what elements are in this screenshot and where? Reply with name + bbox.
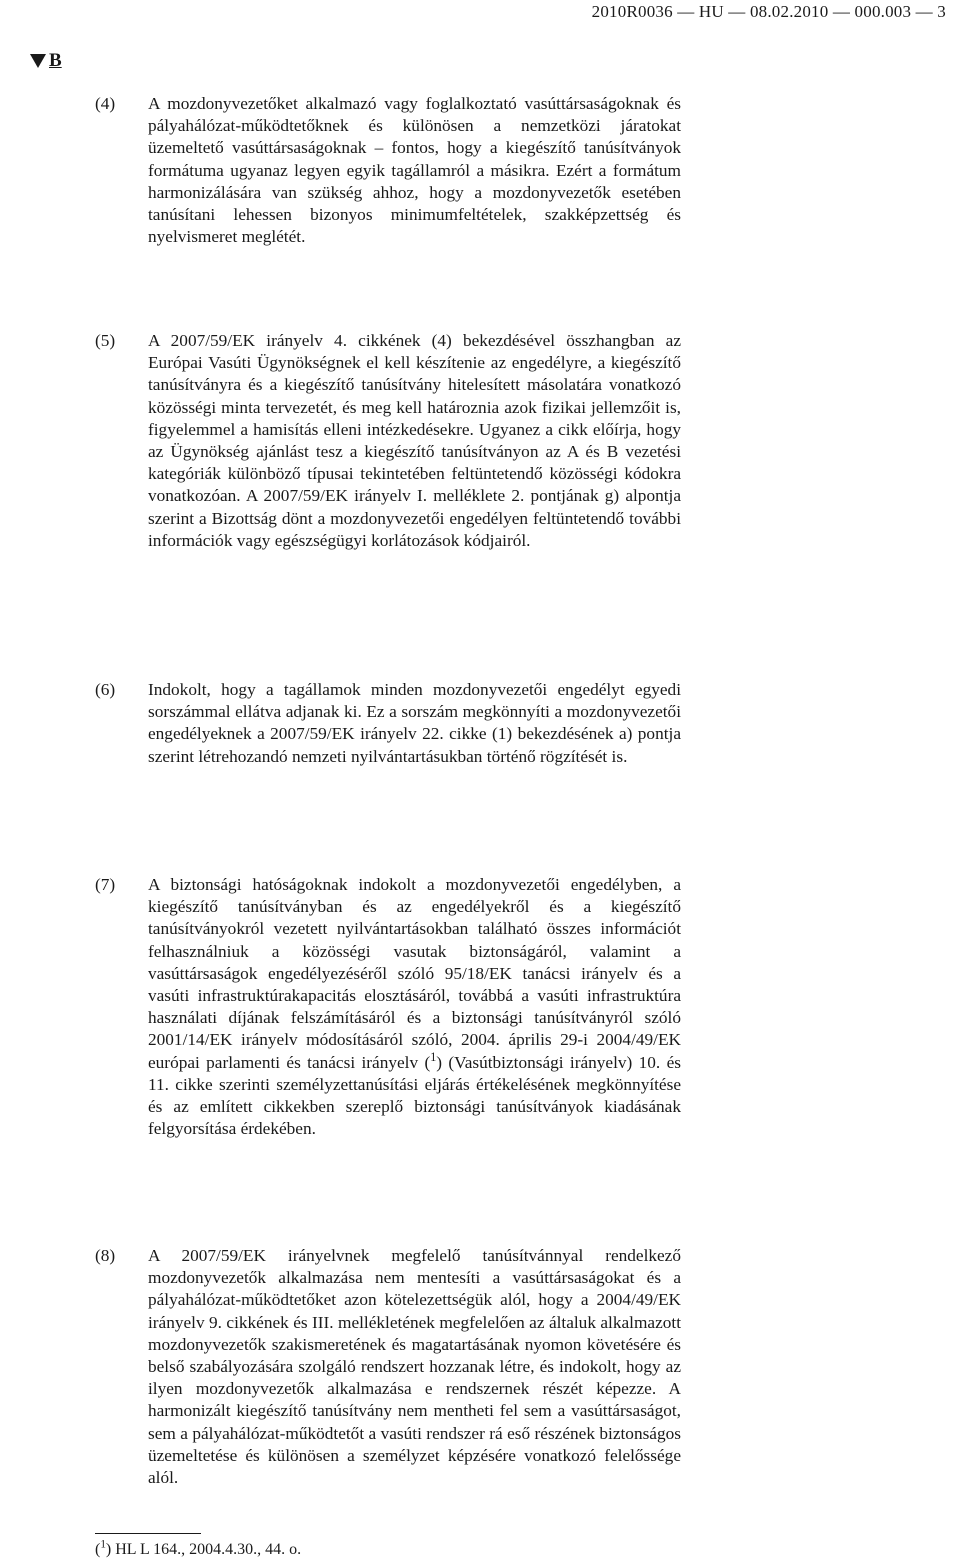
recital-5 [95, 330, 681, 552]
recital-text: A biztonsági hatóságoknak indokolt a mozdonyvezetői engedélyben, a kiegészítő tanúsítványban és az engedélyekről és a kiegészítő tanúsítványokról vezetett nyilvántartásokban található összes információt felhasználniuk a közösségi vasutak biztonságáról, valamint a vasúttársaságok engedélyezéséről szóló 95/18/EK tanácsi irányelv és a vasúti infrastruktúrakapacitás elosztásáról, továbbá a vasúti infrastruktúra használati díjának felszámításáról és a biztonsági tanúsítványról szóló 2001/14/EK irányelv módosításáról szóló, 2004. április 29-i 2004/49/EK európai parlamenti és tanácsi irányelv ($^1$) (Vasútbiztonsági irányelv) 10. és 11. cikke szerinti személyzettanúsítási eljárás értékelésének megkönnyítése és az említett cikkekben szereplő biztonsági tanúsítványok kiadásának felgyorsítása érdekében. [148, 875, 681, 1139]
recital-text-part: A biztonsági hatóságoknak indokolt a mozdonyvezetői engedélyben, a kiegészítő tanúsítványban és az engedélyekről és a kiegészítő tanúsítványokról vezetett nyilvántartásokban található összes információt felhasználniuk a közösségi vasutak biztonságáról, valamint a vasúttársaságok engedélyezéséről szóló 95/18/EK tanácsi irányelv és a vasúti infrastruktúrakapacitás elosztásáról, továbbá a vasúti infrastruktúra használati díjának felszámításáról és a biztonsági tanúsítványról szóló 2001/14/EK irányelv módosításáról szóló, 2004. április 29-i 2004/49/EK európai parlamenti és tanácsi irányelv [148, 875, 681, 1072]
footnote: ($^1$) HL L 164., 2004.4.30., 44. o. [95, 1538, 302, 1558]
recital-4 [95, 93, 681, 248]
recital-text: A mozdonyvezetőket alkalmazó vagy foglalkoztató vasúttársaságoknak és pályahálózat-működtetőknek és különösen a nemzetközi járatokat üzemeltető vasúttársaságoknak – fontos, hogy a kiegészítő tanúsítványok formátuma ugyanaz legyen egyik tagállamról a másikra. Ezért a formátum harmonizálására van szükség ahhoz, hogy a mozdonyvezetők esetében tanúsítani lehessen bizonyos minimumfeltételek, szakképzettség és nyelvismeret meglétét. [148, 94, 681, 247]
amendment-marker [30, 50, 62, 72]
recital-text-part: (Vasútbiztonsági irányelv) 10. és 11. cikke szerinti személyzettanúsítási eljárás értékelésének megkönnyítése és az említett cikkekben szereplő biztonsági tanúsítványok kiadásának felgyorsítása érdekében. [148, 1052, 681, 1139]
recital-number: (4) [95, 94, 116, 113]
footnote-divider [95, 1533, 201, 1534]
recital-7 [95, 874, 681, 1140]
footnote-text: HL L 164., 2004.4.30., 44. o. [115, 1541, 302, 1558]
recital-text: A 2007/59/EK irányelvnek megfelelő tanúsítvánnyal rendelkező mozdonyvezetők alkalmazása nem mentesíti a vasúttársaságokat és a pályahálózat-működtetőket azon kötelezettségük alól, hogy a 2004/49/EK irányelv 9. cikkének és III. mellékletének megfelelően az általuk alkalmazott mozdonyvezetők szakismeretének és magatartásának nyomon követésére és belső szabályozására szolgáló rendszert hozzanak létre, és indokolt, hogy az ilyen mozdonyvezetők alkalmazása e rendszernek részét képezze. A harmonizált kiegészítő tanúsítvány nem mentheti fel sem a vasúttársaságot, sem a pályahálózat-működtetőt a vasúti rendszer rá eső részének biztonságos üzemeltetése és különösen a személyzet képzésére vonatkozó felelőssége alól. [148, 1246, 681, 1488]
amendment-marker-letter: B [49, 50, 62, 71]
recital-number: (5) [95, 331, 116, 350]
footnote-number: 1 [100, 1538, 106, 1551]
recital-number: (8) [95, 1246, 116, 1265]
triangle-down-icon [30, 54, 46, 68]
recital-text: Indokolt, hogy a tagállamok minden mozdonyvezetői engedélyt egyedi sorszámmal ellátva adjanak ki. Ez a sorszám megkönnyíti a mozdonyvezetői engedélyeknek a 2007/59/EK irányelv 22. cikke (1) bekezdésének a) pontja szerint létrehozandó nemzeti nyilvántartásukban történő rögzítését is. [148, 680, 681, 766]
recital-number: (6) [95, 680, 116, 699]
recital-8 [95, 1245, 681, 1489]
running-header: 2010R0036 — HU — 08.02.2010 — 000.003 — 3 [591, 2, 946, 21]
recital-number: (7) [95, 875, 116, 894]
recital-text: A 2007/59/EK irányelv 4. cikkének (4) bekezdésével összhangban az Európai Vasúti Ügynökségnek el kell készítenie az engedélyre, a kiegészítő tanúsítványra és a kiegészítő tanúsítvány hitelesített másolatára vonatkozó közösségi minta tervezetét, és meg kell határoznia azok fizikai jellemzőit is, figyelemmel a hamisítás elleni intézkedésekre. Ugyanez a cikk előírja, hogy az Ügynökség ajánlást tesz a kiegészítő tanúsítványon az A és B vezetési kategóriák különböző típusai tekintetében feltüntetendő közösségi kódokra vonatkozóan. A 2007/59/EK irányelv I. melléklete 2. pontjának g) alpontja szerint a Bizottság dönt a mozdonyvezetői engedélyen feltüntetendő további információk vagy egészségügyi korlátozások kódjairól. [148, 331, 681, 550]
footnote-reference[interactable]: 1 [430, 1049, 437, 1064]
recital-6 [95, 679, 681, 768]
